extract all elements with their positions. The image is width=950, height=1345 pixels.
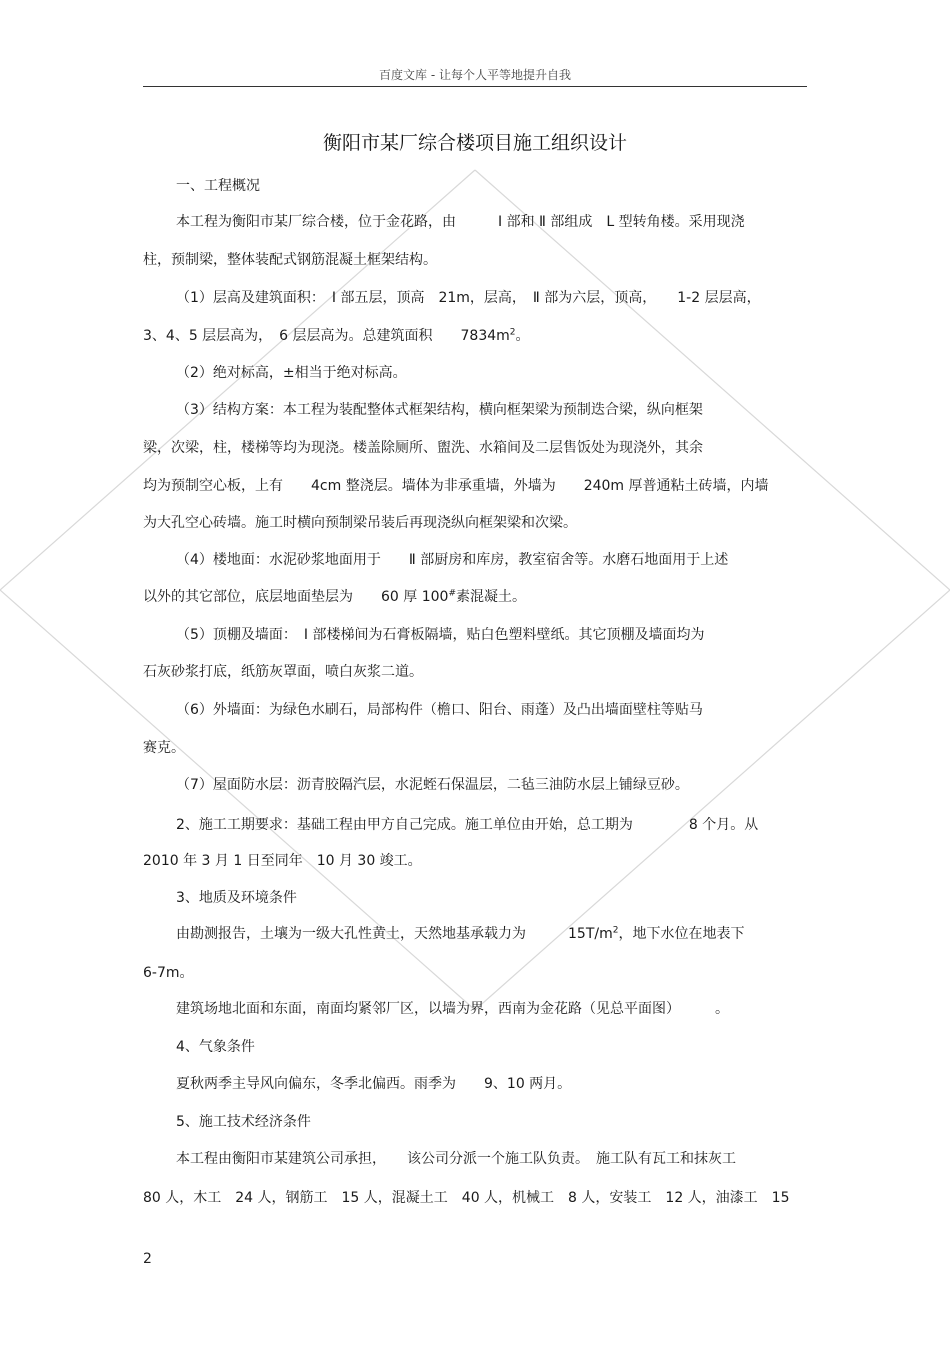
body-line: （5）顶棚及墙面： Ⅰ 部楼梯间为石膏板隔墙，贴白色塑料壁纸。其它顶棚及墙面均为 <box>176 627 705 643</box>
body-line: 本工程为衡阳市某厂综合楼，位于金花路，由 Ⅰ 部和 Ⅱ 部组成 L 型转角楼。采用现浇 <box>176 214 745 230</box>
body-line: 夏秋两季主导风向偏东，冬季北偏西。雨季为 9、10 两月。 <box>176 1076 572 1092</box>
body-line: 80 人，木工 24 人，钢筋工 15 人，混凝土工 40 人，机械工 8 人，安装工 12 人，油漆工 15 <box>143 1190 790 1206</box>
body-line: 为大孔空心砖墙。施工时横向预制梁吊装后再现浇纵向框架梁和次梁。 <box>143 515 577 531</box>
body-line: 2010 年 3 月 1 日至同年 10 月 30 竣工。 <box>143 853 422 869</box>
header-divider <box>143 86 807 87</box>
body-line: 6-7m。 <box>143 965 194 981</box>
body-line: 以外的其它部位，底层地面垫层为 60 厚 100#素混凝土。 <box>143 588 526 605</box>
section-heading-economics: 5、施工技术经济条件 <box>176 1114 311 1130</box>
body-line: 石灰砂浆打底，纸筋灰罩面，喷白灰浆二道。 <box>143 664 423 680</box>
body-line: 柱，预制梁，整体装配式钢筋混凝土框架结构。 <box>143 252 437 268</box>
body-line: 本工程由衡阳市某建筑公司承担， 该公司分派一个施工队负责。 施工队有瓦工和抹灰工 <box>176 1151 736 1167</box>
body-line: 赛克。 <box>143 740 185 756</box>
body-line: 2、施工工期要求：基础工程由甲方自己完成。施工单位由开始，总工期为 8 个月。从 <box>176 817 759 833</box>
body-line: （4）楼地面：水泥砂浆地面用于 Ⅱ 部厨房和库房，教室宿舍等。水磨石地面用于上述 <box>176 552 729 568</box>
body-line: （2）绝对标高，±相当于绝对标高。 <box>176 365 407 381</box>
section-heading-weather: 4、气象条件 <box>176 1039 255 1055</box>
section-heading-overview: 一、工程概况 <box>176 178 260 194</box>
body-line: （1）层高及建筑面积： Ⅰ 部五层，顶高 21m，层高， Ⅱ 部为六层，顶高， 1-2 层层高， <box>176 290 761 306</box>
body-line: 建筑场地北面和东面，南面均紧邻厂区，以墙为界，西南为金花路（见总平面图） 。 <box>176 1001 729 1017</box>
body-line: 3、4、5 层层高为， 6 层层高为。总建筑面积 $7834m^2$。 <box>143 327 530 344</box>
body-line: 梁，次梁，柱，楼梯等均为现浇。楼盖除厕所、盥洗、水箱间及二层售饭处为现浇外，其余 <box>143 440 703 456</box>
body-line: 由勘测报告，土壤为一级大孔性黄土，天然地基承载力为 $15T/m^2$，地下水位在地表下 <box>176 925 745 942</box>
page-number: 2 <box>143 1251 152 1267</box>
body-line: （3）结构方案：本工程为装配整体式框架结构，横向框架梁为预制迭合梁，纵向框架 <box>176 402 703 418</box>
page-header: 百度文库 - 让每个人平等地提升自我 <box>379 68 571 82</box>
body-line: （7）屋面防水层：沥青胶隔汽层，水泥蛭石保温层，二毡三油防水层上铺绿豆砂。 <box>176 777 689 793</box>
body-line: 均为预制空心板，上有 4cm 整浇层。墙体为非承重墙，外墙为 240m 厚普通粘土砖墙，内墙 <box>143 478 769 494</box>
body-line: （6）外墙面：为绿色水刷石，局部构件（檐口、阳台、雨蓬）及凸出墙面壁柱等贴马 <box>176 702 703 718</box>
section-heading-geology: 3、地质及环境条件 <box>176 890 297 906</box>
document-title: 衡阳市某厂综合楼项目施工组织设计 <box>322 132 627 154</box>
